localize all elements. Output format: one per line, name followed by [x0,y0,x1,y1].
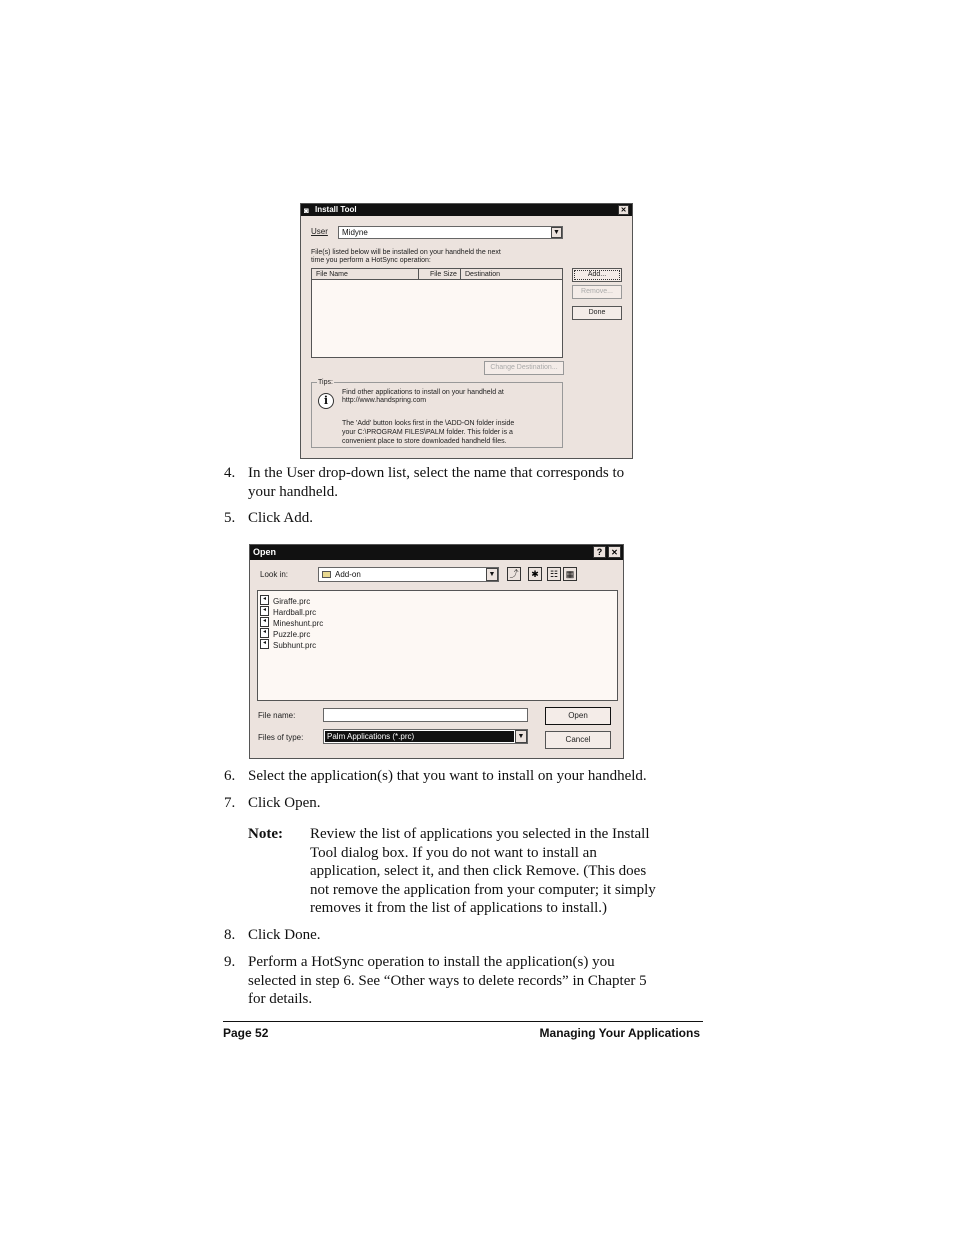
done-button[interactable]: Done [572,306,622,320]
up-folder-icon[interactable]: ⤴ [507,567,521,581]
close-icon[interactable]: ✕ [608,546,621,558]
footer-page-number: Page 52 [223,1026,269,1040]
open-button[interactable]: Open [545,707,611,725]
column-destination[interactable]: Destination [465,271,501,278]
prc-file-icon: ◂ [260,617,269,627]
install-tool-titlebar [301,204,632,216]
tip1-line2: http://www.handspring.com [342,397,427,404]
note-line2: Tool dialog box. If you do not want to install an [310,844,597,861]
file-name-text: Subhunt.prc [273,641,317,650]
prc-file-icon: ◂ [260,628,269,638]
user-label: User [311,227,328,236]
add-button[interactable]: Add... [572,268,622,282]
step-4-number: 4. [224,465,236,481]
change-destination-button[interactable]: Change Destination... [484,361,564,375]
app-icon: ◙ [304,206,309,215]
tips-group [311,379,563,448]
step-9-number: 9. [224,954,236,970]
tip2-line2: your C:\PROGRAM FILES\PALM folder. This folder is a [342,429,513,436]
install-tool-title: Install Tool [315,205,357,214]
tip1-line1: Find other applications to install on your handheld at [342,389,504,396]
step-4-line1: In the User drop-down list, select the name that corresponds to [248,465,625,481]
list-header [312,269,562,280]
file-name-label: File name: [258,711,296,720]
note-line4: not remove the application from your computer; it simply [310,881,656,898]
list-item[interactable] [260,635,316,653]
list-view-icon[interactable]: ☷ [547,567,561,581]
step-8-text: Click Done. [248,927,321,943]
open-title: Open [253,547,277,557]
folder-icon [322,571,331,578]
look-in-dropdown[interactable] [318,567,499,582]
step-6-number: 6. [224,768,236,784]
details-view-icon[interactable]: ▦ [563,567,577,581]
tip2-line3: convenient place to store downloaded handheld files. [342,438,507,445]
files-of-type-label: Files of type: [258,733,304,742]
open-dialog [249,544,624,759]
tips-label: Tips: [318,379,333,386]
file-name-text: Hardball.prc [273,608,317,617]
files-of-type-value: Palm Applications (*.prc) [325,731,514,742]
step-5-number: 5. [224,510,236,526]
user-dropdown-value: Midyne [342,228,368,237]
step-9-line2: selected in step 6. See “Other ways to delete records” in Chapter 5 [248,972,647,989]
step-4-line2: your handheld. [248,484,338,500]
note-line1: Review the list of applications you selected in the Install [310,826,650,842]
footer-section-title: Managing Your Applications [539,1026,700,1040]
chevron-down-icon[interactable]: ▼ [551,227,562,238]
install-description-line2: time you perform a HotSync operation: [311,257,431,264]
remove-button[interactable]: Remove... [572,285,622,299]
files-of-type-dropdown[interactable] [323,729,528,744]
look-in-label: Look in: [260,570,289,579]
file-name-input[interactable] [323,708,528,722]
column-file-size[interactable]: File Size [430,271,457,278]
footer-rule [223,1021,703,1022]
install-file-list[interactable] [311,268,563,358]
close-icon[interactable]: ✕ [618,205,629,215]
chevron-down-icon[interactable]: ▼ [486,568,498,581]
file-name-text: Giraffe.prc [273,597,311,606]
look-in-value: Add-on [335,570,361,579]
cancel-button[interactable]: Cancel [545,731,611,749]
step-7-number: 7. [224,795,236,811]
step-5-text: Click Add. [248,510,314,526]
step-7-text: Click Open. [248,795,321,811]
column-file-name[interactable]: File Name [316,271,348,278]
open-file-list[interactable] [257,590,618,701]
info-icon: i [318,393,334,409]
prc-file-icon: ◂ [260,639,269,649]
install-tool-dialog [300,203,633,459]
step-6-text: Select the application(s) that you want to install on your handheld. [248,768,647,784]
file-name-text: Mineshunt.prc [273,619,324,628]
step-9-line3: for details. [248,991,313,1007]
user-dropdown[interactable] [338,226,563,239]
install-description-line1: File(s) listed below will be installed on your handheld the next [311,249,501,256]
new-folder-icon[interactable]: ✱ [528,567,542,581]
step-8-number: 8. [224,927,236,943]
prc-file-icon: ◂ [260,595,269,605]
step-9-line1: Perform a HotSync operation to install the application(s) you [248,954,615,970]
chevron-down-icon[interactable]: ▼ [515,730,527,743]
help-icon[interactable]: ? [593,546,606,558]
note-line3: application, select it, and then click Remove. (This does [310,863,647,879]
note-label: Note: [248,826,283,842]
open-titlebar [250,545,623,560]
note-line5: removes it from the list of applications to install.) [310,900,608,916]
file-name-text: Puzzle.prc [273,630,311,639]
tip2-line1: The 'Add' button looks first in the \ADD-ON folder inside [342,420,515,427]
prc-file-icon: ◂ [260,606,269,616]
